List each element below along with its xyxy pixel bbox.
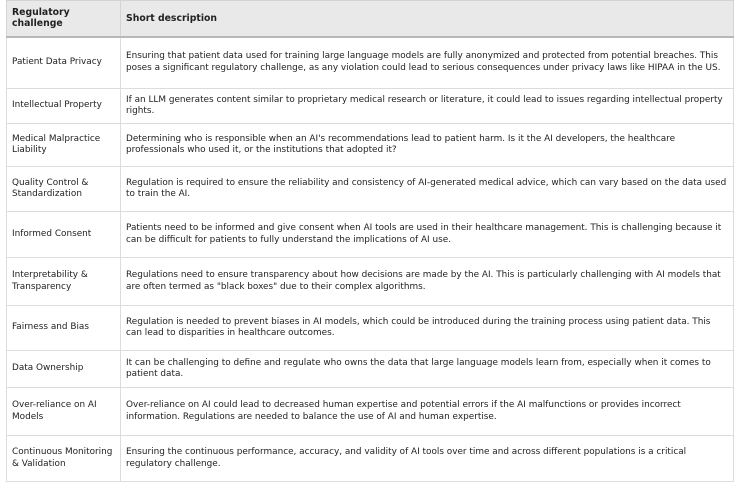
- description-cell: Patients need to be informed and give consent when AI tools are used in their healthcare management. This is challenging because it can be difficult for patients to fully understand the implications of AI use.: [121, 212, 734, 258]
- table-row: [7, 388, 734, 436]
- challenge-cell: Informed Consent: [7, 212, 121, 258]
- description-cell: Regulations need to ensure transparency about how decisions are made by the AI. This is particularly challenging with AI models that are often termed as "black boxes" due to their complex algorithms.: [121, 258, 734, 306]
- description-cell: If an LLM generates content similar to proprietary medical research or literature, it could lead to issues regarding intellectual property rights.: [121, 89, 734, 124]
- challenge-cell: Intellectual Property: [7, 89, 121, 124]
- challenge-cell: Over-reliance on AI Models: [7, 388, 121, 436]
- table-row: [7, 436, 734, 482]
- regulatory-challenges-table-container: [6, 0, 733, 482]
- challenge-cell: Quality Control & Standardization: [7, 167, 121, 212]
- description-cell: Regulation is needed to prevent biases in AI models, which could be introduced during the training process using patient data. This can lead to disparities in healthcare outcomes.: [121, 306, 734, 351]
- description-cell: It can be challenging to define and regulate who owns the data that large language models learn from, especially when it comes to patient data.: [121, 351, 734, 388]
- regulatory-challenges-table: [6, 0, 734, 482]
- table-row: [7, 258, 734, 306]
- description-cell: Ensuring that patient data used for training large language models are fully anonymized and protected from potential breaches. This poses a significant regulatory challenge, as any violation could lead to serious consequences under privacy laws like HIPAA in the US.: [121, 37, 734, 89]
- description-cell: Regulation is required to ensure the reliability and consistency of AI-generated medical advice, which can vary based on the data used to train the AI.: [121, 167, 734, 212]
- description-cell: Determining who is responsible when an AI's recommendations lead to patient harm. Is it the AI developers, the healthcare professionals who used it, or the institutions that adopted it?: [121, 124, 734, 167]
- description-cell: Over-reliance on AI could lead to decreased human expertise and potential errors if the AI malfunctions or provides incorrect information. Regulations are needed to balance the use of AI and human expertise.: [121, 388, 734, 436]
- column-header-description: Short description: [121, 1, 734, 37]
- table-row: [7, 306, 734, 351]
- column-header-challenge: Regulatory challenge: [7, 1, 121, 37]
- challenge-cell: Patient Data Privacy: [7, 37, 121, 89]
- table-row: [7, 351, 734, 388]
- challenge-cell: Continuous Monitoring & Validation: [7, 436, 121, 482]
- challenge-cell: Data Ownership: [7, 351, 121, 388]
- challenge-cell: Interpretability & Transparency: [7, 258, 121, 306]
- table-row: [7, 212, 734, 258]
- table-row: [7, 124, 734, 167]
- challenge-cell: Fairness and Bias: [7, 306, 121, 351]
- table-row: [7, 37, 734, 89]
- description-cell: Ensuring the continuous performance, accuracy, and validity of AI tools over time and across different populations is a critical regulatory challenge.: [121, 436, 734, 482]
- challenge-cell: Medical Malpractice Liability: [7, 124, 121, 167]
- table-row: [7, 89, 734, 124]
- table-row: [7, 167, 734, 212]
- table-header-row: [7, 1, 734, 37]
